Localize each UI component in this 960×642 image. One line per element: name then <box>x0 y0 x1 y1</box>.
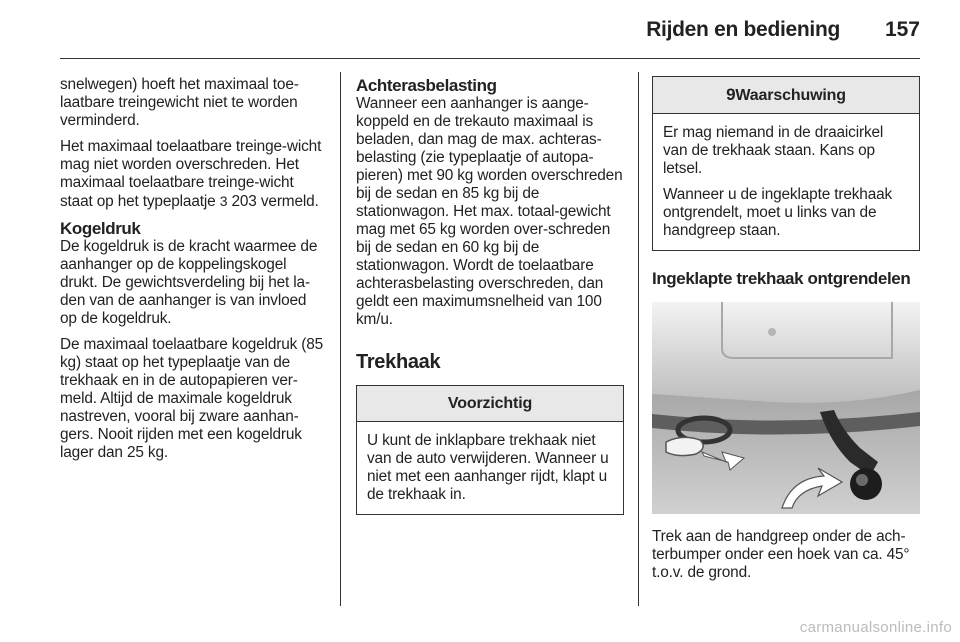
warning-text-1: Er mag niemand in de draaicirkel van de trekhaak staan. Kans op letsel. <box>663 124 884 177</box>
paragraph-kogeldruk-max: De maximaal toelaatbare kogeldruk (85 kg) staat op het typeplaatje van de trekhaak en in de autopapieren ver-meld. Altijd de maximale kogeldruk nastreven, vooral bij zware aanhan-gers. Nooit rijden met een kogeldruk lager dan 25 kg. <box>60 336 324 461</box>
figure-caption: Trek aan de handgreep onder de ach-terbumper onder een hoek van ca. 45° t.o.v. de grond. <box>652 528 910 581</box>
column-1 <box>60 76 324 470</box>
header-divider <box>60 58 920 59</box>
heading-achterasbelasting: Achterasbelasting <box>356 76 497 95</box>
page-title: Rijden en bediening <box>646 18 840 41</box>
heading-ontgrendelen: Ingeklapte trekhaak ontgrendelen <box>652 269 911 288</box>
caution-text: U kunt de inklapbare trekhaak niet van de auto verwijderen. Wanneer u niet met een aanhanger rijdt, klapt u de trekhaak in. <box>367 432 609 503</box>
paragraph-treingewicht: Het maximaal toelaatbare treinge-wicht mag niet worden overschreden. Het maximaal toelaatbare treinge-wicht staat op het typeplaatje 3 203 vermeld. <box>60 138 322 210</box>
warning-text-2: Wanneer u de ingeklapte trekhaak ontgrendelt, moet u links van de handgreep staan. <box>663 186 893 239</box>
paragraph-kogeldruk: De kogeldruk is de kracht waarmee de aanhanger op de koppelingskogel drukt. De gewichtsverdeling bij het la-den van de aanhanger is van invloed op de kogeldruk. <box>60 238 318 327</box>
warning-header <box>653 77 919 114</box>
paragraph-snelwegen: snelwegen) hoeft het maximaal toe-laatbare treingewicht niet te worden verminderd. <box>60 76 299 129</box>
warning-triangle-icon: 9 <box>726 85 736 104</box>
page-reference-link[interactable]: 203 <box>231 193 257 210</box>
caution-box <box>356 385 624 515</box>
column-divider-2 <box>638 72 639 606</box>
heading-kogeldruk: Kogeldruk <box>60 219 141 238</box>
reference-arrow-icon: 3 <box>219 193 228 209</box>
warning-title: Waarschuwing <box>735 87 846 104</box>
page-number: 157 <box>884 18 920 41</box>
paragraph-achterasbelasting: Wanneer een aanhanger is aange-koppeld en de trekauto maximaal is beladen, dan mag de max. achteras-belasting (zie typeplaatje of autopa-pieren) met 90 kg worden overschreden bij de sedan en 85 kg bij de stationwagon. Het max. totaal-gewicht mag met 65 kg worden over-schreden bij de sedan en 60 kg bij de stationwagon. Wordt de toelaatbare achterasbelasting overschreden, dan geldt een maximumsnelheid van 100 km/u. <box>356 95 623 328</box>
tow-hook-drawing <box>652 302 920 514</box>
tow-hook-illustration <box>652 302 920 514</box>
watermark: carmanualsonline.info <box>799 619 952 636</box>
warning-box <box>652 76 920 251</box>
caution-title: Voorzichtig <box>357 386 623 422</box>
column-2 <box>356 76 624 515</box>
heading-trekhaak: Trekhaak <box>356 351 441 373</box>
column-3 <box>652 76 920 590</box>
column-divider-1 <box>340 72 341 606</box>
